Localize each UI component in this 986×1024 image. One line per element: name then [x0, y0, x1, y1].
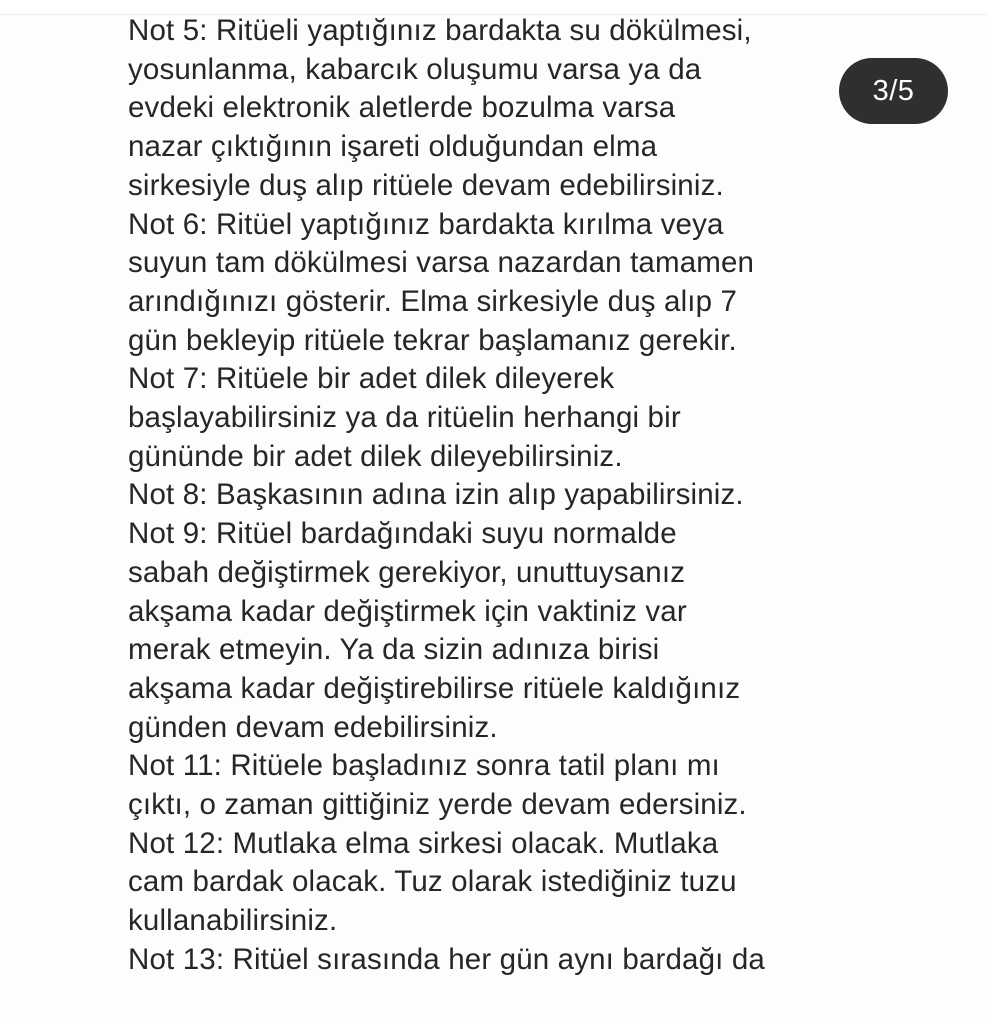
note-line: Not 13: Ritüel sırasında her gün aynı bardağı da: [128, 942, 765, 976]
note-line: başlayabilirsiniz ya da ritüelin herhangi bir: [128, 401, 681, 435]
note-line: sirkesiyle duş alıp ritüele devam edebilirsiniz.: [128, 168, 724, 202]
note-line: Not 11: Ritüele başladınız sonra tatil planı mı: [128, 749, 720, 783]
note-line: Not 8: Başkasının adına izin alıp yapabilirsiniz.: [128, 478, 744, 512]
note-line: Not 7: Ritüele bir adet dilek dileyerek: [128, 362, 615, 396]
page-indicator-badge: 3/5: [839, 58, 948, 124]
note-line: suyun tam dökülmesi varsa nazardan tamamen: [128, 246, 755, 280]
note-line: çıktı, o zaman gittiğiniz yerde devam edersiniz.: [128, 788, 747, 822]
note-line: sabah değiştirmek gerekiyor, unuttuysanız: [128, 555, 686, 589]
note-line: Not 9: Ritüel bardağındaki suyu normalde: [128, 517, 677, 551]
note-line: gününde bir adet dilek dileyebilirsiniz.: [128, 439, 623, 473]
note-line: Not 6: Ritüel yaptığınız bardakta kırılma veya: [128, 207, 724, 241]
note-line: akşama kadar değiştirmek için vaktiniz var: [128, 594, 687, 628]
note-line: cam bardak olacak. Tuz olarak istediğiniz tuzu: [128, 865, 737, 899]
note-line: Not 5: Ritüeli yaptığınız bardakta su dökülmesi,: [128, 14, 752, 47]
notes-text-block: [128, 12, 858, 980]
note-line: merak etmeyin. Ya da sizin adınıza birisi: [128, 633, 660, 667]
note-line: arındığınızı gösterir. Elma sirkesiyle duş alıp 7: [128, 284, 738, 318]
note-line: gün bekleyip ritüele tekrar başlamanız gerekir.: [128, 323, 737, 357]
note-line: günden devam edebilirsiniz.: [128, 710, 498, 744]
note-line: yosunlanma, kabarcık oluşumu varsa ya da: [128, 52, 702, 86]
note-line: akşama kadar değiştirebilirse ritüele kaldığınız: [128, 671, 741, 705]
note-line: Not 12: Mutlaka elma sirkesi olacak. Mutlaka: [128, 826, 719, 860]
note-line: evdeki elektronik aletlerde bozulma varsa: [128, 91, 676, 125]
note-line: kullanabilirsiniz.: [128, 904, 338, 938]
note-line: nazar çıktığının işareti olduğundan elma: [128, 130, 658, 164]
